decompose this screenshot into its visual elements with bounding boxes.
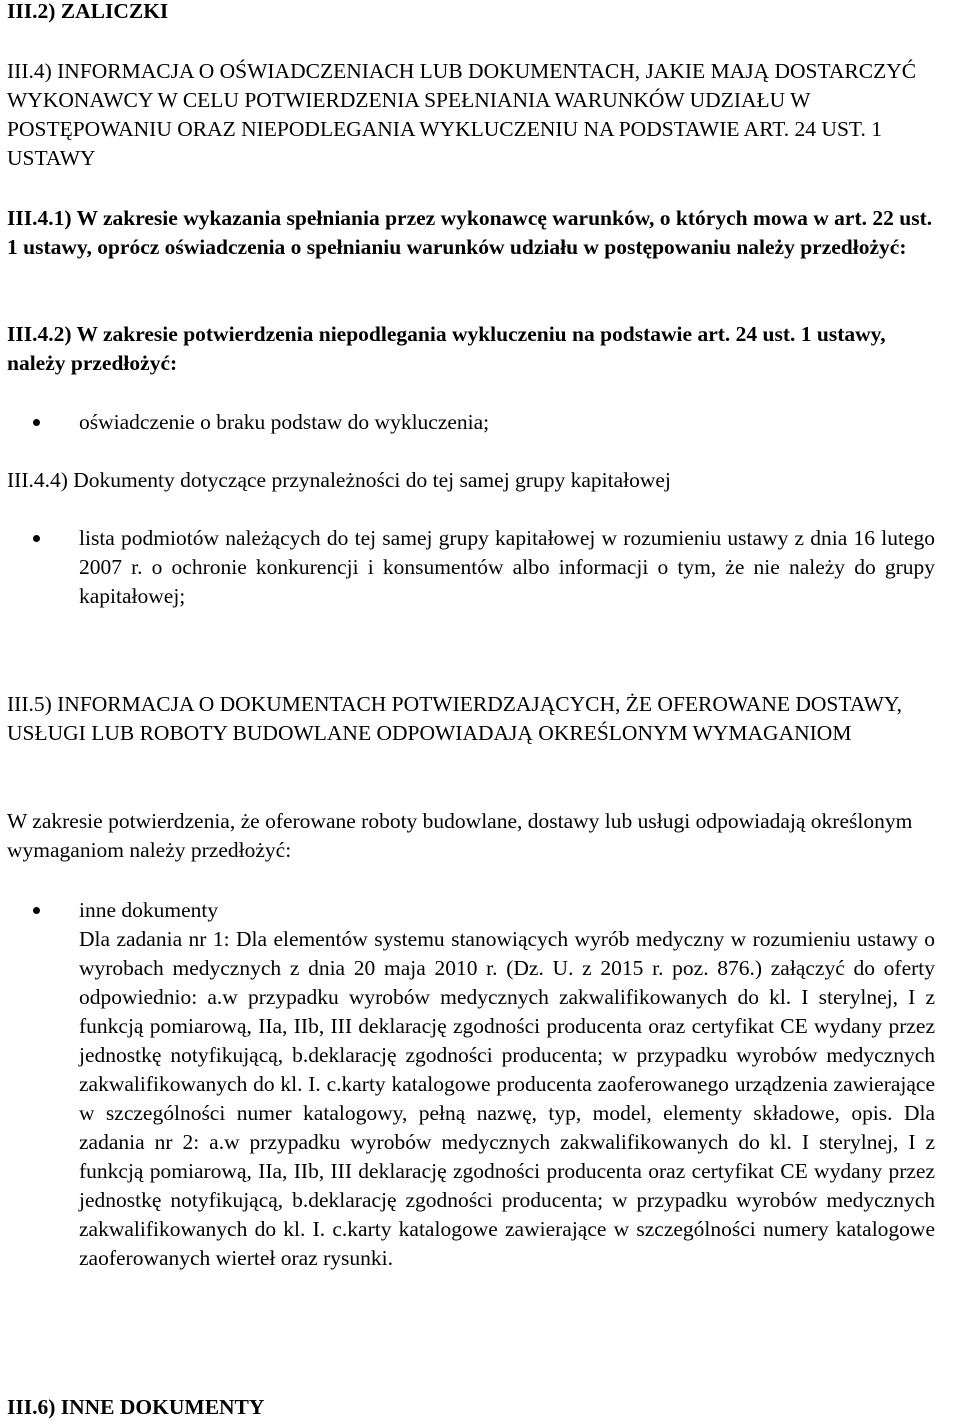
bullet-icon [33, 419, 40, 426]
section-heading-iii5: III.5) INFORMACJA O DOKUMENTACH POTWIERDZAJĄCYCH, ŻE OFEROWANE DOSTAWY, USŁUGI LUB ROBOTY BUDOWLANE ODPOWIADAJĄ OKREŚLONYM WYMAGANIOM [7, 692, 903, 745]
bullet-text-iii42: oświadczenie o braku podstaw do wykluczenia; [79, 410, 490, 434]
subsection-iii44: III.4.4) Dokumenty dotyczące przynależności do tej samej grupy kapitałowej [7, 468, 671, 492]
bullet-text-iii44: lista podmiotów należących do tej samej grupy kapitałowej w rozumieniu ustawy z dnia 16 lutego 2007 r. o ochronie konkurencji i konsumentów albo informacji o tym, że nie należy do grupy kapitałowej; [79, 526, 935, 608]
bullet-body-iii5: Dla zadania nr 1: Dla elementów systemu stanowiących wyrób medyczny w rozumieniu ustawy o wyrobach medycznych z dnia 20 maja 2010 r. (Dz. U. z 2015 r. poz. 876.) załączyć do oferty odpowiednio: a.w przypadku wyrobów medycznych zakwalifikowanych do kl. I sterylnej, I z funkcją pomiarową, IIa, IIb, III deklarację zgodności producenta oraz certyfikat CE wydany przez jednostkę notyfikującą, b.deklarację zgodności producenta; w przypadku wyrobów medycznych zakwalifikowanych do kl. I. c.karty katalogowe producenta zaoferowanego urządzenia zawierające w szczególności numer katalogowy, pełną nazwę, typ, model, elementy składowe, opis. Dla zadania nr 2: a.w przypadku wyrobów medycznych zakwalifikowanych do kl. I sterylnej, I z funkcją pomiarową, IIa, IIb, III deklarację zgodności producenta oraz certyfikat CE wydany przez jednostkę notyfikującą, b.deklarację zgodności producenta; w przypadku wyrobów medycznych zakwalifikowanych do kl. I. c.karty katalogowe zawierające w szczególności numery katalogowe zaoferowanych wierteł oraz rysunki. [79, 927, 935, 1270]
paragraph-iii5: W zakresie potwierdzenia, że oferowane roboty budowlane, dostawy lub usługi odpowiadają określonym wymaganiom należy przedłożyć: [7, 809, 913, 862]
section-heading-iii4: III.4) INFORMACJA O OŚWIADCZENIACH LUB DOKUMENTACH, JAKIE MAJĄ DOSTARCZYĆ WYKONAWCY W CELU POTWIERDZENIA SPEŁNIANIA WARUNKÓW UDZIAŁU W POSTĘPOWANIU ORAZ NIEPODLEGANIA WYKLUCZENIU NA PODSTAWIE ART. 24 UST. 1 USTAWY [7, 59, 917, 170]
section-heading-iii2: III.2) ZALICZKI [7, 0, 169, 23]
section-heading-iii6: III.6) INNE DOKUMENTY [7, 1395, 265, 1419]
subsection-iii41: III.4.1) W zakresie wykazania spełniania przez wykonawcę warunków, o których mowa w art. 22 ust. 1 ustawy, oprócz oświadczenia o spełnianiu warunków udziału w postępowaniu należy przedłożyć: [7, 206, 933, 259]
bullet-icon [33, 907, 40, 914]
bullet-title-iii5: inne dokumenty [79, 898, 219, 922]
subsection-iii42: III.4.2) W zakresie potwierdzenia niepodlegania wykluczeniu na podstawie art. 24 ust. 1 ustawy, należy przedłożyć: [7, 322, 886, 375]
bullet-icon [33, 535, 40, 542]
